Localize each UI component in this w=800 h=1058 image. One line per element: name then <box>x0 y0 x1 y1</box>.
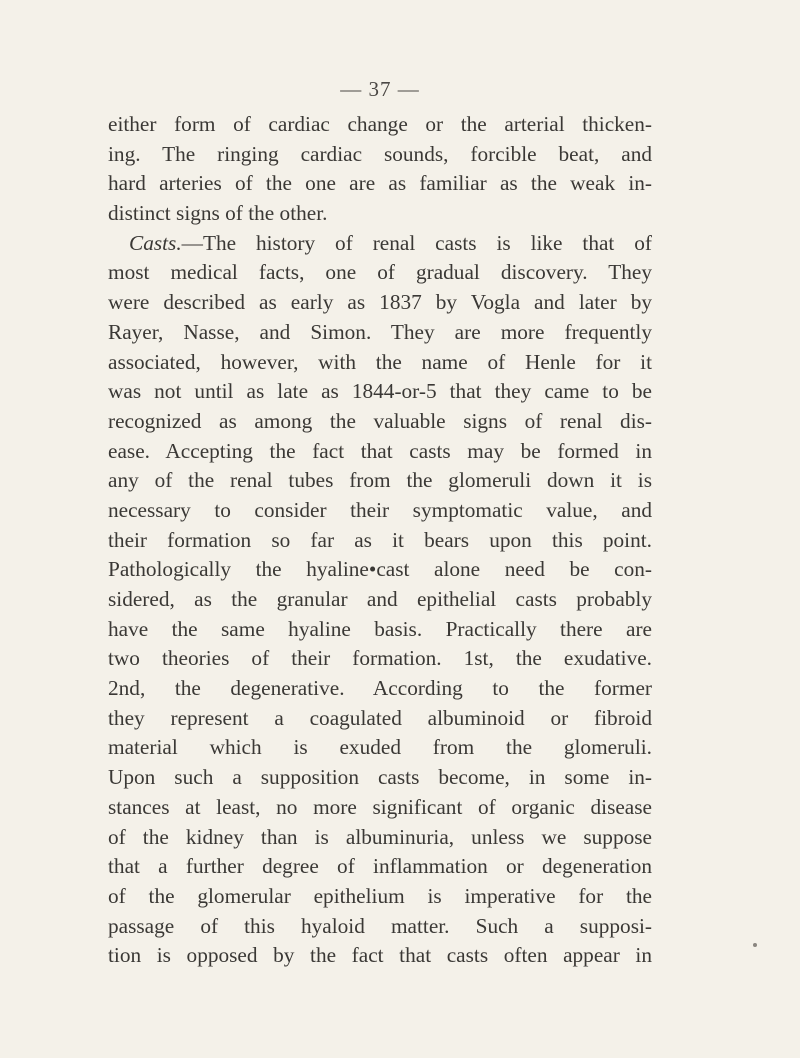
text-line-content: that a further degree of inflammation or degeneration <box>108 854 652 879</box>
text-line-content: two theories of their formation. 1st, the exudative. <box>108 646 652 671</box>
text-line <box>108 288 652 318</box>
text-line-content: recognized as among the valuable signs of renal dis- <box>108 408 652 433</box>
text-line <box>108 912 652 942</box>
text-line <box>108 496 652 526</box>
text-line <box>108 258 652 288</box>
text-line <box>108 199 652 229</box>
text-line-content: most medical facts, one of gradual discovery. They <box>108 260 652 285</box>
text-line-content: their formation so far as it bears upon this point. <box>108 527 652 552</box>
text-line <box>108 169 652 199</box>
text-line <box>108 377 652 407</box>
text-line-content: hard arteries of the one are as familiar as the weak in- <box>108 171 652 196</box>
text-line-content: Upon such a supposition casts become, in some in- <box>108 765 652 790</box>
text-line-content: any of the renal tubes from the glomeruli down it is <box>108 468 652 493</box>
text-line <box>108 941 652 971</box>
text-line <box>108 674 652 704</box>
text-line-content: of the glomerular epithelium is imperative for the <box>108 883 652 908</box>
text-line <box>108 704 652 734</box>
text-line-content: was not until as late as 1844-or-5 that they came to be <box>108 379 652 404</box>
text-line-content: sidered, as the granular and epithelial casts probably <box>108 587 652 611</box>
margin-mark <box>753 943 757 947</box>
text-line-content: passage of this hyaloid matter. Such a supposi- <box>108 913 652 938</box>
text-line <box>108 318 652 348</box>
text-line-content: ing. The ringing cardiac sounds, forcible beat, and <box>108 141 652 166</box>
text-line <box>108 852 652 882</box>
text-line-content: have the same hyaline basis. Practically there are <box>108 616 652 641</box>
text-line <box>108 526 652 556</box>
text-line-content: of the kidney than is albuminuria, unless we suppose <box>108 824 652 849</box>
text-line-content: either form of cardiac change or the arterial thicken- <box>108 112 652 136</box>
text-line-content: Pathologically the hyaline•cast alone need be con- <box>108 557 652 582</box>
text-line <box>108 229 652 259</box>
text-line-content: associated, however, with the name of Henle for it <box>108 349 652 374</box>
text-line-content: were described as early as 1837 by Vogla and later by <box>108 290 652 315</box>
text-line-content: distinct signs of the other. <box>108 201 328 226</box>
text-line-content: necessary to consider their symptomatic value, and <box>108 497 652 522</box>
text-line-content: 2nd, the degenerative. According to the former <box>108 676 652 701</box>
text-line <box>108 466 652 496</box>
text-line <box>108 733 652 763</box>
text-line-content: Rayer, Nasse, and Simon. They are more frequently <box>108 319 652 344</box>
book-page <box>108 76 652 971</box>
text-line-content: —The history of renal casts is like that of <box>181 230 652 255</box>
text-line <box>108 348 652 378</box>
text-line-content: tion is opposed by the fact that casts often appear in <box>108 943 652 968</box>
text-line <box>108 615 652 645</box>
text-line-content: stances at least, no more significant of organic disease <box>108 794 652 819</box>
section-heading-casts: Casts. <box>129 230 182 255</box>
page-number: — 37 — <box>340 77 420 101</box>
text-line <box>108 585 652 615</box>
text-line <box>108 407 652 437</box>
text-line <box>108 555 652 585</box>
text-line-content: material which is exuded from the glomeruli. <box>108 735 652 760</box>
text-line <box>108 644 652 674</box>
text-line <box>108 110 652 140</box>
text-line-content: they represent a coagulated albuminoid or fibroid <box>108 705 652 730</box>
text-line <box>108 763 652 793</box>
text-line <box>108 823 652 853</box>
text-line <box>108 882 652 912</box>
text-line <box>108 437 652 467</box>
text-line <box>108 793 652 823</box>
text-line-content: ease. Accepting the fact that casts may be formed in <box>108 438 652 463</box>
text-line <box>108 140 652 170</box>
page-body-text <box>108 110 652 971</box>
